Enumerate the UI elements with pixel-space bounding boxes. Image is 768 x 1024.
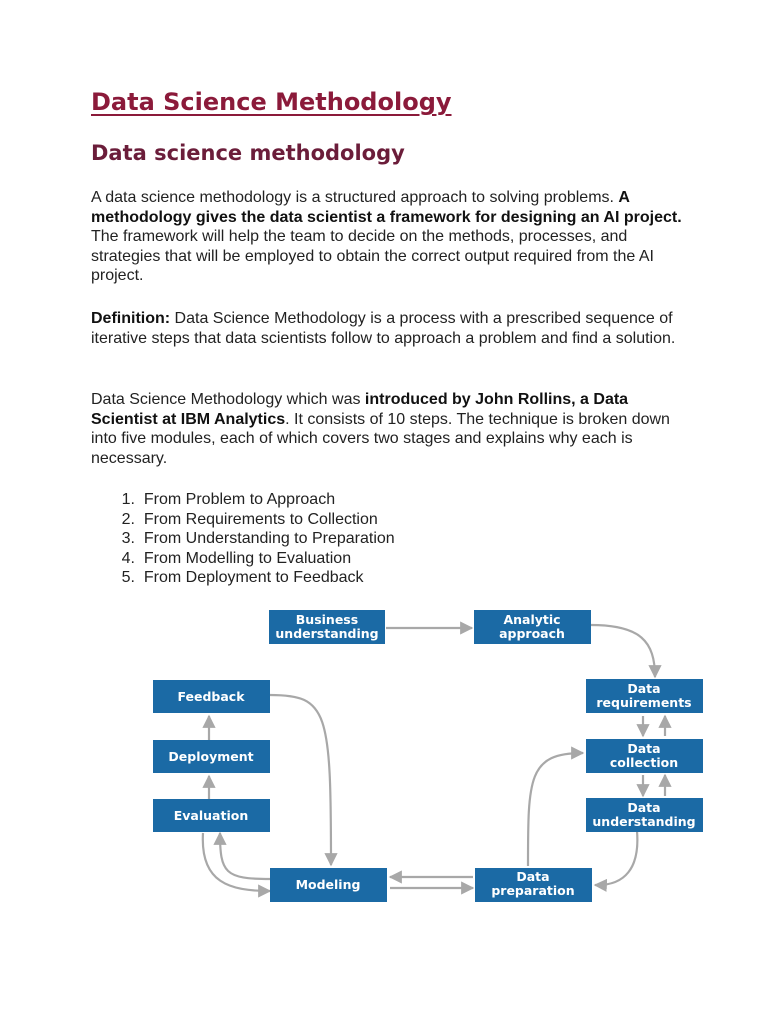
- rollins-text-1: Data Science Methodology which was: [91, 391, 365, 408]
- node-label: preparation: [491, 883, 575, 898]
- node-data-collection: [586, 739, 703, 773]
- node-feedback: [153, 680, 270, 713]
- arrow-modeling-to-evaluation: [220, 833, 270, 879]
- node-label: Data: [627, 741, 661, 756]
- page-title: Data Science Methodology: [91, 88, 452, 116]
- node-analytic-approach: [474, 610, 591, 644]
- node-modeling: [270, 868, 387, 902]
- node-label: Analytic: [503, 612, 561, 627]
- node-label: Data: [627, 800, 661, 815]
- list-text: From Problem to Approach: [143, 491, 336, 508]
- node-label: Data: [516, 869, 550, 884]
- list-text: From Modelling to Evaluation: [143, 549, 352, 567]
- list-item: [105, 510, 395, 530]
- definition-text: Data Science Methodology is a process with a prescribed sequence of iterative steps that data scientists follow to approach a problem and find a solution.: [91, 310, 676, 347]
- node-data-understanding: [586, 798, 703, 832]
- intro-text-2: The framework will help the team to decide on the methods, processes, and strategies that will be employed to obtain the correct output required from the AI project.: [91, 228, 654, 285]
- node-deployment: [153, 740, 270, 773]
- node-label: collection: [609, 755, 679, 770]
- list-number: 5.: [121, 569, 135, 587]
- intro-paragraph: [91, 188, 691, 286]
- methodology-diagram: [150, 603, 716, 905]
- node-label: approach: [499, 626, 565, 641]
- list-text: From Understanding to Preparation: [143, 530, 395, 548]
- node-label: Deployment: [168, 749, 254, 764]
- node-business-understanding: [269, 610, 385, 644]
- node-label: Modeling: [295, 877, 361, 892]
- node-data-preparation: [475, 868, 592, 902]
- node-label: Data: [627, 681, 661, 696]
- node-label: requirements: [596, 695, 692, 710]
- definition-label: Definition:: [91, 310, 171, 327]
- definition-paragraph: [91, 309, 691, 348]
- list-item: [105, 529, 395, 549]
- intro-bold-text: A methodology gives the data scientist a framework for designing an AI project.: [91, 189, 682, 226]
- node-label: Feedback: [177, 689, 245, 704]
- list-item: [105, 549, 395, 569]
- list-text: From Deployment to Feedback: [143, 569, 364, 587]
- intro-text-1: A data science methodology is a structured approach to solving problems.: [91, 189, 619, 206]
- rollins-text-2: . It consists of 10 steps. The technique is broken down into five modules, each of which covers two stages and explains why each is necessary.: [91, 410, 670, 467]
- arrow-preparation-to-collection: [528, 753, 583, 866]
- list-text: From Requirements to Collection: [143, 510, 378, 528]
- list-number: 1.: [121, 491, 135, 508]
- node-data-requirements: [586, 679, 703, 713]
- node-label: understanding: [275, 626, 379, 641]
- modules-list: [105, 490, 395, 588]
- node-label: Evaluation: [173, 808, 249, 823]
- arrow-feedback-to-modeling: [270, 695, 331, 865]
- arrow-understanding-to-preparation: [595, 831, 637, 885]
- list-item: [105, 568, 395, 588]
- arrow-analytic-to-requirements: [591, 625, 655, 677]
- list-number: 3.: [121, 530, 135, 548]
- rollins-bold-text: introduced by John Rollins, a Data Scientist at IBM Analytics: [91, 391, 629, 428]
- arrow-evaluation-to-modeling: [203, 833, 270, 891]
- node-evaluation: [153, 799, 270, 832]
- list-item: [105, 490, 395, 510]
- node-label: understanding: [592, 814, 696, 829]
- section-heading: Data science methodology: [91, 141, 405, 165]
- list-number: 4.: [121, 549, 135, 567]
- node-label: Business: [295, 612, 359, 627]
- rollins-paragraph: [91, 390, 691, 468]
- list-number: 2.: [121, 510, 135, 528]
